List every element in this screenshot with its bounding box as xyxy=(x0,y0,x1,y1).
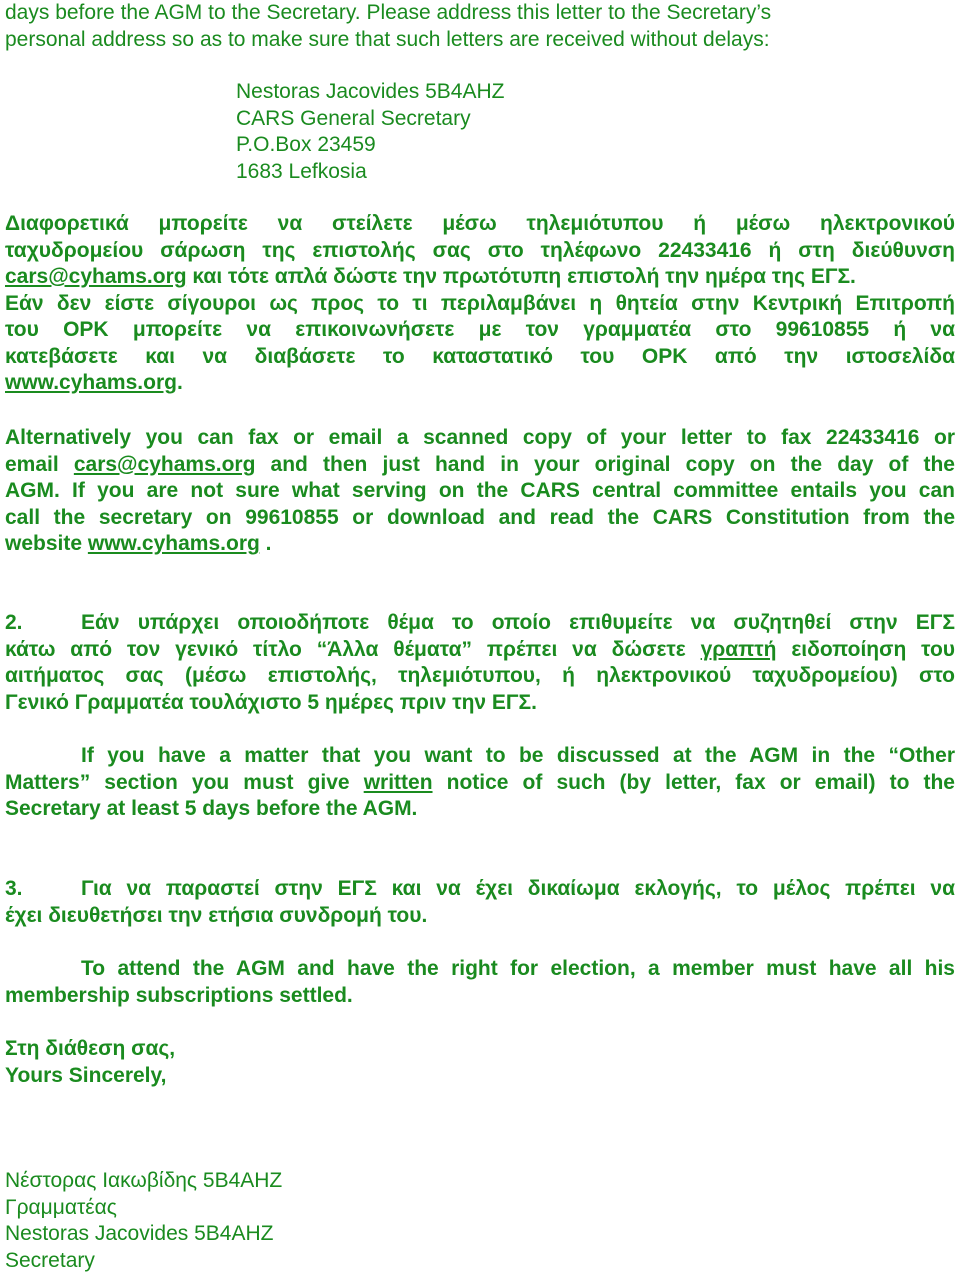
text-line: membership subscriptions settled. xyxy=(5,983,353,1007)
text-line xyxy=(5,770,955,797)
signature-english-title: Secretary xyxy=(5,1248,95,1272)
underlined-word: γραπτή xyxy=(700,637,777,661)
english-fax-paragraph xyxy=(5,425,955,558)
signature-english-name: Nestoras Jacovides 5B4AHZ xyxy=(5,1222,274,1245)
address-city: 1683 Lefkosia xyxy=(236,159,367,183)
email-link[interactable]: cars@cyhams.org xyxy=(73,452,256,476)
text-fragment: website xyxy=(5,532,88,555)
text-fragment: email xyxy=(5,452,74,476)
item-2-english xyxy=(5,743,955,823)
text-line: Alternatively you can fax or email a scanned copy of your letter to fax 22433416 or xyxy=(5,426,955,449)
text-fragment: To attend the AGM and have the right for election, a member must have all his xyxy=(81,957,955,980)
text-line xyxy=(5,876,955,903)
text-line: Γενικό Γραμματέα τουλάχιστο 5 ημέρες πριν την ΕΓΣ. xyxy=(5,690,537,714)
item-number: 3. xyxy=(5,877,23,900)
text-fragment: και τότε απλά δώστε την πρωτότυπη επιστολή την ημέρα της ΕΓΣ. xyxy=(186,265,856,288)
intro-line: personal address so as to make sure that such letters are received without delays: xyxy=(5,27,770,51)
text-fragment: . xyxy=(176,371,183,394)
text-line: κατεβάσετε και να διαβάσετε το καταστατικό του ΟΡΚ από την ιστοσελίδα xyxy=(5,344,955,368)
item-3-greek xyxy=(5,876,955,929)
text-line xyxy=(5,452,955,479)
address-name: Nestoras Jacovides 5B4AHZ xyxy=(236,80,505,103)
text-fragment: and then just hand in your original copy on the day of the xyxy=(255,452,955,476)
text-line xyxy=(5,370,955,397)
text-line xyxy=(5,610,955,637)
greek-fax-paragraph xyxy=(5,211,955,397)
signature-greek-title: Γραμματέας xyxy=(5,1195,117,1219)
text-fragment: ειδοποίηση του xyxy=(776,637,955,661)
text-fragment: Matters” section you must give xyxy=(5,770,364,794)
item-3-english xyxy=(5,956,955,1009)
text-line: Διαφορετικά μπορείτε να στείλετε μέσω τηλεμιότυπου ή μέσω ηλεκτρονικού xyxy=(5,212,955,235)
text-line xyxy=(5,637,955,664)
text-fragment: . xyxy=(259,532,272,555)
closing-greek: Στη διάθεση σας, xyxy=(5,1037,176,1060)
text-line: Secretary at least 5 days before the AGM. xyxy=(5,797,418,820)
address-title: CARS General Secretary xyxy=(236,106,471,130)
text-line: AGM. If you are not sure what serving on the CARS central committee entails you can xyxy=(5,479,955,502)
secretary-address xyxy=(236,79,504,185)
text-fragment: κάτω από τον γενικό τίτλο “Άλλα θέματα” πρέπει να δώσετε xyxy=(5,637,701,661)
text-line: του ΟΡΚ μπορείτε να επικοινωνήσετε με τον γραμματέα στο 99610855 ή να xyxy=(5,318,955,341)
text-line: αιτήματος σας (μέσω επιστολής, τηλεμιότυπου, ή ηλεκτρονικού ταχυδρομείου) στο xyxy=(5,664,955,687)
text-line: έχει διευθετήσει την ετήσια συνδρομή του. xyxy=(5,903,428,927)
closing-english: Yours Sincerely, xyxy=(5,1063,167,1087)
website-link[interactable]: www.cyhams.org xyxy=(87,532,260,555)
website-link[interactable]: www.cyhams.org xyxy=(5,371,177,394)
closing xyxy=(5,1036,955,1089)
email-link[interactable]: cars@cyhams.org xyxy=(5,265,187,288)
text-line xyxy=(5,743,955,770)
item-2-greek xyxy=(5,610,955,716)
signature-greek-name: Νέστορας Ιακωβίδης 5B4AHZ xyxy=(5,1169,283,1192)
text-line: call the secretary on 99610855 or download and read the CARS Constitution from the xyxy=(5,505,955,529)
text-fragment: Εάν υπάρχει οποιοδήποτε θέμα το οποίο επιθυμείτε να συζητηθεί στην ΕΓΣ xyxy=(81,611,955,634)
text-line xyxy=(5,264,955,291)
address-box: P.O.Box 23459 xyxy=(236,133,376,156)
intro-line: days before the AGM to the Secretary. Please address this letter to the Secretary’s xyxy=(5,1,772,24)
intro-paragraph xyxy=(5,0,955,53)
text-line xyxy=(5,531,955,558)
signature-block xyxy=(5,1168,955,1274)
text-line: ταχυδρομείου σάρωση της επιστολής σας στο τηλέφωνο 22433416 ή στη διεύθυνση xyxy=(5,238,955,262)
text-fragment: Για να παραστεί στην ΕΓΣ και να έχει δικαίωμα εκλογής, το μέλος πρέπει να xyxy=(81,877,955,900)
text-fragment: If you have a matter that you want to be discussed at the AGM in the “Other xyxy=(81,744,955,767)
text-line xyxy=(5,956,955,983)
underlined-word: written xyxy=(363,770,433,794)
text-fragment: notice of such (by letter, fax or email) to the xyxy=(432,770,955,794)
item-number: 2. xyxy=(5,611,23,634)
text-line: Εάν δεν είστε σίγουροι ως προς το τι περιλαμβάνει η θητεία στην Κεντρική Επιτροπή xyxy=(5,291,955,315)
